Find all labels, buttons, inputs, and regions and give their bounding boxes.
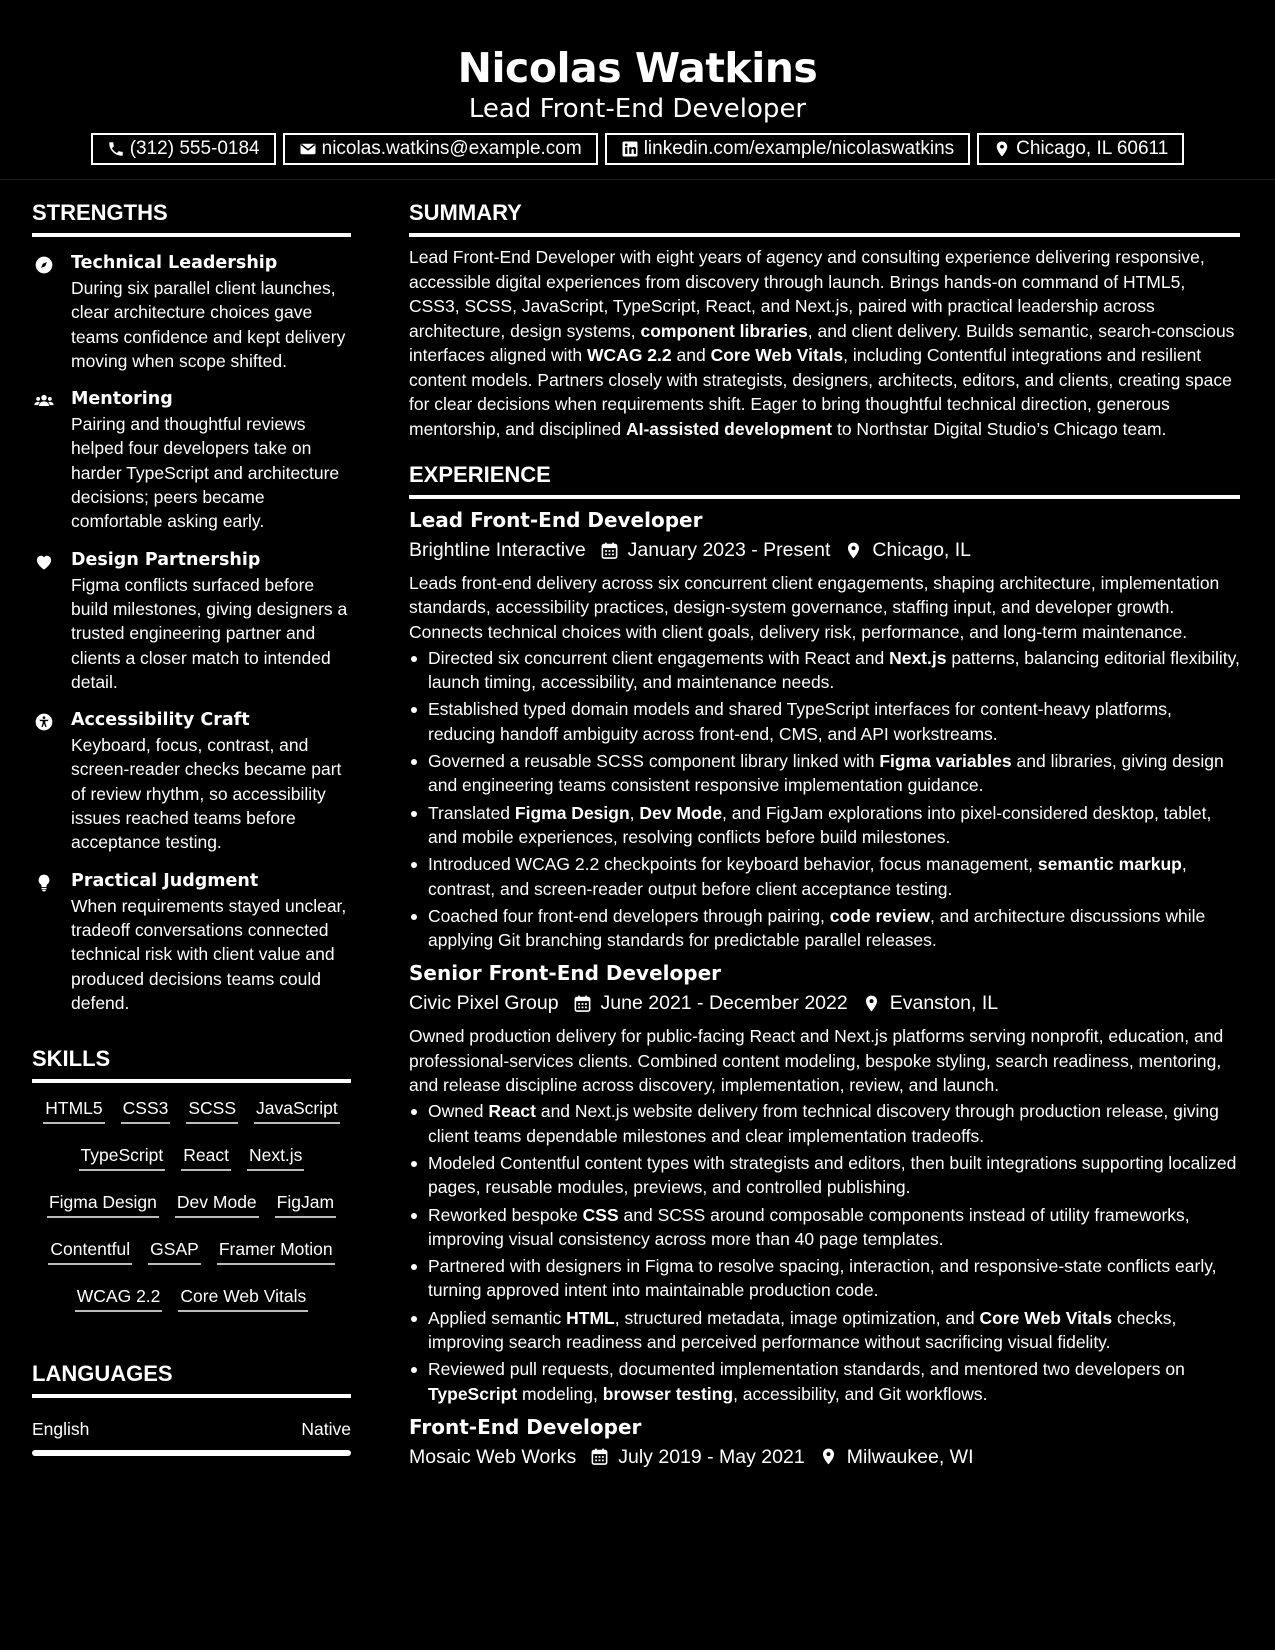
calendar-icon bbox=[600, 541, 619, 560]
users-icon bbox=[34, 391, 54, 411]
job-bullet bbox=[409, 1357, 1240, 1406]
bold-keyword: Dev Mode bbox=[639, 802, 723, 823]
accessibility-icon bbox=[34, 712, 54, 732]
skill-tag: GSAP bbox=[148, 1238, 201, 1265]
skill-tag: FigJam bbox=[275, 1191, 336, 1218]
job-company: Civic Pixel Group bbox=[409, 992, 559, 1015]
map-pin-icon bbox=[819, 1447, 838, 1466]
job-bullet bbox=[409, 904, 1240, 953]
contact-bar bbox=[0, 133, 1275, 165]
skill-tag: WCAG 2.2 bbox=[75, 1285, 163, 1312]
calendar-icon bbox=[573, 994, 592, 1013]
bold-keyword: Next.js bbox=[889, 647, 947, 668]
job-meta bbox=[409, 535, 1240, 565]
bold-keyword: component libraries bbox=[640, 320, 808, 341]
language-name: English bbox=[32, 1419, 90, 1440]
location-text: Chicago, IL 60611 bbox=[1016, 138, 1169, 159]
job-location: Evanston, IL bbox=[889, 992, 999, 1015]
text-run: and SCSS around composable components instead of utility frameworks, improving visual consistency across more than 40 page templates. bbox=[428, 1204, 1190, 1249]
strength-name: Technical Leadership bbox=[71, 253, 278, 273]
lightbulb-icon bbox=[34, 873, 54, 893]
text-run: Owned bbox=[428, 1101, 489, 1122]
text-run: Reviewed pull requests, documented implementation standards, and mentored two developers on bbox=[428, 1359, 1185, 1380]
text-run: Introduced WCAG 2.2 checkpoints for keyboard behavior, focus management, bbox=[428, 854, 1038, 875]
job-entry bbox=[409, 505, 1240, 952]
skill-tag: Dev Mode bbox=[175, 1191, 259, 1218]
heart-icon bbox=[34, 552, 54, 572]
contact-location bbox=[977, 133, 1184, 165]
job-location: Milwaukee, WI bbox=[846, 1445, 974, 1468]
map-pin-icon bbox=[862, 994, 881, 1013]
experience-list bbox=[409, 505, 1240, 1472]
text-run: , and client delivery. Builds semantic, search-conscious interfaces aligned with bbox=[409, 320, 1235, 365]
job-bullet bbox=[409, 1099, 1240, 1148]
strength-name: Practical Judgment bbox=[71, 870, 259, 891]
strength-desc: During six parallel client launches, clear architecture choices gave teams confidence and kept delivery moving when scope shifted. bbox=[71, 278, 346, 371]
job-bullet bbox=[409, 749, 1240, 798]
job-bullets bbox=[409, 1099, 1240, 1406]
linkedin-icon bbox=[621, 140, 639, 158]
text-run: patterns, balancing editorial flexibility, launch timing, accessibility, and maintenance needs. bbox=[428, 647, 1240, 693]
skill-tag: SCSS bbox=[186, 1097, 238, 1124]
skill-tag: Figma Design bbox=[47, 1191, 159, 1218]
job-bullet bbox=[409, 646, 1240, 695]
skill-tag: JavaScript bbox=[254, 1097, 340, 1124]
bold-keyword: React bbox=[488, 1101, 536, 1122]
strength-name: Design Partnership bbox=[71, 549, 261, 570]
contact-email[interactable] bbox=[283, 133, 598, 165]
linkedin-text: linkedin.com/example/nicolaswatkins bbox=[643, 138, 955, 159]
skill-tag: CSS3 bbox=[121, 1097, 171, 1124]
phone-text: (312) 555-0184 bbox=[129, 138, 260, 159]
candidate-title: Lead Front-End Developer bbox=[468, 94, 807, 124]
strength-desc: Pairing and thoughtful reviews helped four developers take on harder TypeScript and architecture decisions; peers became comfortable asking early. bbox=[71, 414, 340, 532]
job-meta bbox=[409, 1442, 1240, 1472]
job-description: Owned production delivery for public-facing React and Next.js platforms serving nonprofit, education, and professional-services clients. Combined content modeling, bespoke styling, search readiness, mentoring, and release discipline across discovery, implementation, review, and launch. bbox=[409, 1026, 1224, 1096]
skills-heading: SKILLS bbox=[32, 1041, 351, 1083]
text-run: , structured metadata, image optimization, and bbox=[614, 1307, 980, 1328]
text-run: , accessibility, and Git workflows. bbox=[733, 1383, 988, 1404]
skill-tag: React bbox=[181, 1144, 231, 1171]
skill-tag: Framer Motion bbox=[217, 1238, 335, 1265]
bold-keyword: Core Web Vitals bbox=[710, 345, 844, 365]
text-run: , including Contentful integrations and resilient content models. Partners closely with strategists, designers, architects, editors, and clients, creating space for clear decisions when requirements shift. Eager to bring thoughtful technical direction, generous mentorship, and disciplined bbox=[409, 345, 1232, 439]
text-run: , and architecture discussions while applying Git branching standards for predictable parallel releases. bbox=[428, 905, 1206, 951]
job-dates: June 2021 - December 2022 bbox=[600, 992, 848, 1015]
strengths-heading: STRENGTHS bbox=[32, 195, 351, 237]
map-pin-icon bbox=[993, 140, 1011, 158]
strength-item bbox=[32, 251, 351, 373]
text-run: modeling, bbox=[517, 1383, 603, 1404]
text-run: , bbox=[629, 802, 640, 823]
compass-icon bbox=[34, 255, 54, 275]
text-run: Governed a reusable SCSS component library linked with bbox=[428, 751, 880, 772]
text-run: Established typed domain models and shared TypeScript interfaces for content-heavy platforms, reducing handoff ambiguity across front-end, CMS, and API workstreams. bbox=[428, 699, 1172, 744]
job-bullet bbox=[409, 1306, 1240, 1355]
candidate-name: Nicolas Watkins bbox=[457, 44, 818, 92]
job-location: Chicago, IL bbox=[872, 539, 972, 561]
bold-keyword: TypeScript bbox=[428, 1383, 518, 1404]
text-run: , contrast, and screen-reader output before client acceptance testing. bbox=[428, 854, 1187, 899]
resume-header bbox=[0, 0, 1275, 180]
bold-keyword: code review bbox=[829, 905, 930, 926]
strength-desc: When requirements stayed unclear, tradeoff conversations connected technical risk with client value and produced decisions teams could defend. bbox=[71, 895, 347, 1013]
skill-tag: TypeScript bbox=[79, 1144, 166, 1171]
text-run: Partnered with designers in Figma to resolve spacing, interaction, and responsive-state conflicts early, turning approved intent into maintainable production code. bbox=[428, 1256, 1217, 1301]
job-bullet bbox=[409, 852, 1240, 901]
calendar-icon bbox=[590, 1447, 609, 1466]
bold-keyword: Figma Design bbox=[514, 802, 630, 823]
experience-heading: EXPERIENCE bbox=[409, 457, 1240, 499]
skills-list bbox=[32, 1097, 351, 1312]
job-dates: July 2019 - May 2021 bbox=[618, 1445, 805, 1468]
bold-keyword: semantic markup bbox=[1037, 854, 1182, 875]
skill-tag: HTML5 bbox=[43, 1097, 104, 1124]
strength-item bbox=[32, 708, 351, 854]
left-column bbox=[32, 195, 351, 1456]
text-run: Applied semantic bbox=[428, 1307, 567, 1328]
text-run: and libraries, giving design and engineering teams consistent responsive implementation guidance. bbox=[428, 751, 1224, 796]
skill-tag: Core Web Vitals bbox=[178, 1285, 308, 1312]
strength-item bbox=[32, 387, 351, 533]
language-proficiency-bar bbox=[32, 1450, 351, 1456]
text-run: checks, improving search readiness and perceived performance without sacrificing visual fidelity. bbox=[428, 1307, 1177, 1353]
text-run: Modeled Contentful content types with strategists and editors, then built integrations supporting localized pages, reusable modules, previews, and controlled publishing. bbox=[428, 1152, 1237, 1198]
job-bullet bbox=[409, 1151, 1240, 1200]
bold-keyword: Figma variables bbox=[879, 751, 1012, 772]
strength-name: Mentoring bbox=[71, 389, 173, 410]
bold-keyword: WCAG 2.2 bbox=[587, 345, 672, 365]
bold-keyword: browser testing bbox=[602, 1383, 734, 1404]
job-bullet bbox=[409, 801, 1240, 850]
right-column bbox=[409, 195, 1240, 1472]
text-run: and Next.js website delivery from technical discovery through production release, giving client teams dependable milestones and clear implementation tradeoffs. bbox=[428, 1101, 1219, 1146]
job-bullets bbox=[409, 646, 1240, 953]
language-level: Native bbox=[301, 1419, 351, 1440]
job-entry bbox=[409, 958, 1240, 1405]
job-title: Front-End Developer bbox=[409, 1414, 642, 1439]
envelope-icon bbox=[299, 140, 317, 158]
bold-keyword: Core Web Vitals bbox=[979, 1307, 1113, 1328]
text-run: to Northstar Digital Studio’s Chicago team. bbox=[832, 418, 1167, 439]
strength-item bbox=[32, 869, 351, 1015]
languages-heading: LANGUAGES bbox=[32, 1356, 351, 1398]
job-bullet bbox=[409, 697, 1240, 746]
text-run: Reworked bespoke bbox=[428, 1204, 583, 1225]
map-pin-icon bbox=[844, 541, 863, 560]
job-dates: January 2023 - Present bbox=[627, 539, 831, 561]
job-meta bbox=[409, 988, 1240, 1018]
job-bullet bbox=[409, 1254, 1240, 1303]
text-run: and bbox=[671, 345, 711, 365]
job-bullet bbox=[409, 1203, 1240, 1252]
strength-item bbox=[32, 548, 351, 694]
strength-name: Accessibility Craft bbox=[71, 710, 250, 731]
text-run: Translated bbox=[428, 802, 515, 823]
bold-keyword: HTML bbox=[566, 1307, 615, 1328]
strength-desc: Figma conflicts surfaced before build milestones, giving designers a trusted engineering partner and clients a closer match to intended detail. bbox=[71, 574, 348, 692]
skill-tag: Contentful bbox=[48, 1238, 132, 1265]
summary-heading: SUMMARY bbox=[409, 195, 1240, 237]
strength-desc: Keyboard, focus, contrast, and screen-reader checks became part of review rhythm, so accessibility issues reached teams before acceptance testing. bbox=[71, 735, 342, 853]
job-company: Mosaic Web Works bbox=[409, 1445, 577, 1468]
bold-keyword: CSS bbox=[582, 1204, 619, 1225]
contact-linkedin[interactable] bbox=[605, 133, 970, 165]
text-run: Lead Front-End Developer with eight years of agency and consulting experience delivering responsive, accessible digital experiences from discovery through launch. Brings hands-on command of HTML5, CSS3, SCSS, JavaScript, TypeScript, React, and Next.js, paired with practical leadership across architecture, design systems, bbox=[409, 247, 1205, 341]
job-company: Brightline Interactive bbox=[409, 539, 586, 561]
job-entry bbox=[409, 1412, 1240, 1472]
job-title: Senior Front-End Developer bbox=[409, 961, 722, 986]
bold-keyword: AI-assisted development bbox=[625, 418, 833, 439]
text-run: Directed six concurrent client engagements with React and bbox=[428, 647, 890, 668]
phone-icon bbox=[107, 140, 125, 158]
email-text: nicolas.watkins@example.com bbox=[321, 138, 582, 159]
contact-phone[interactable] bbox=[91, 133, 276, 165]
summary-text bbox=[409, 245, 1240, 441]
skill-tag: Next.js bbox=[247, 1144, 304, 1171]
job-title: Lead Front-End Developer bbox=[409, 508, 703, 532]
text-run: Coached four front-end developers through pairing, bbox=[428, 905, 830, 926]
language-row bbox=[32, 1418, 351, 1440]
text-run: , and FigJam explorations into pixel-considered desktop, tablet, and mobile experiences, resolving conflicts before build milestones. bbox=[428, 802, 1212, 847]
job-description: Leads front-end delivery across six concurrent client engagements, shaping architecture, implementation standards, accessibility practices, design-system governance, staffing input, and developer growth. Connects technical choices with client goals, delivery risk, performance, and long-term maintenance. bbox=[409, 573, 1220, 642]
